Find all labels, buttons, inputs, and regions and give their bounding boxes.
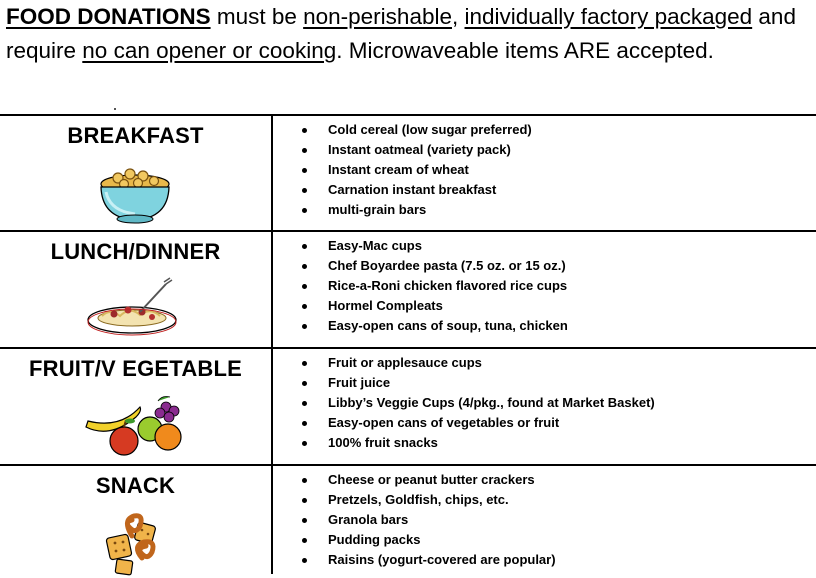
list-item: Cheese or peanut butter crackers bbox=[302, 470, 556, 490]
category-title: LUNCH/DINNER bbox=[50, 239, 221, 264]
list-item: Chef Boyardee pasta (7.5 oz. or 15 oz.) bbox=[302, 256, 568, 276]
intro-text-4: . Microwaveable items ARE accepted. bbox=[336, 38, 714, 63]
item-list bbox=[302, 353, 655, 453]
intro-paragraph bbox=[6, 0, 812, 68]
pretzel-cracker-icon bbox=[80, 506, 190, 578]
intro-no-can-opener: no can opener or cooking bbox=[82, 38, 337, 63]
category-row-breakfast bbox=[0, 116, 816, 230]
list-item: Instant cream of wheat bbox=[302, 160, 532, 180]
intro-text-3: and require bbox=[6, 4, 796, 63]
list-item: Pudding packs bbox=[302, 530, 556, 550]
list-item: Pretzels, Goldfish, chips, etc. bbox=[302, 490, 556, 510]
intro-lead: FOOD DONATIONS bbox=[6, 4, 211, 29]
list-item: Easy-open cans of soup, tuna, chicken bbox=[302, 316, 568, 336]
list-item: Easy-Mac cups bbox=[302, 236, 568, 256]
list-item: Fruit or applesauce cups bbox=[302, 353, 655, 373]
category-row-fruit-vegetable bbox=[0, 349, 816, 464]
category-row-snack bbox=[0, 466, 816, 574]
list-item: Instant oatmeal (variety pack) bbox=[302, 140, 532, 160]
list-item: Fruit juice bbox=[302, 373, 655, 393]
list-item: Carnation instant breakfast bbox=[302, 180, 532, 200]
item-list bbox=[302, 236, 568, 336]
category-title: SNACK bbox=[95, 473, 176, 498]
intro-text-2: , bbox=[451, 4, 465, 29]
list-item: Hormel Compleats bbox=[302, 296, 568, 316]
category-title: FRUIT/V EGETABLE bbox=[28, 356, 243, 381]
list-item: Libby’s Veggie Cups (4/pkg., found at Market Basket) bbox=[302, 393, 655, 413]
list-item: multi-grain bars bbox=[302, 200, 532, 220]
intro-factory-packaged: individually factory packaged bbox=[464, 4, 753, 29]
intro-text-1: must be bbox=[210, 4, 304, 29]
intro-non-perishable: non-perishable bbox=[303, 4, 452, 29]
list-item: Raisins (yogurt-covered are popular) bbox=[302, 550, 556, 570]
list-item: Easy-open cans of vegetables or fruit bbox=[302, 413, 655, 433]
list-item: Rice-a-Roni chicken flavored rice cups bbox=[302, 276, 568, 296]
list-item: Granola bars bbox=[302, 510, 556, 530]
fruit-basket-icon bbox=[80, 389, 190, 461]
item-list bbox=[302, 120, 532, 220]
cereal-bowl-icon bbox=[80, 156, 190, 228]
category-title: BREAKFAST bbox=[67, 123, 204, 148]
pasta-plate-icon bbox=[80, 272, 190, 344]
list-item: Cold cereal (low sugar preferred) bbox=[302, 120, 532, 140]
item-list bbox=[302, 470, 556, 570]
list-item: 100% fruit snacks bbox=[302, 433, 655, 453]
stray-dot bbox=[114, 108, 116, 110]
category-row-lunch-dinner bbox=[0, 232, 816, 347]
